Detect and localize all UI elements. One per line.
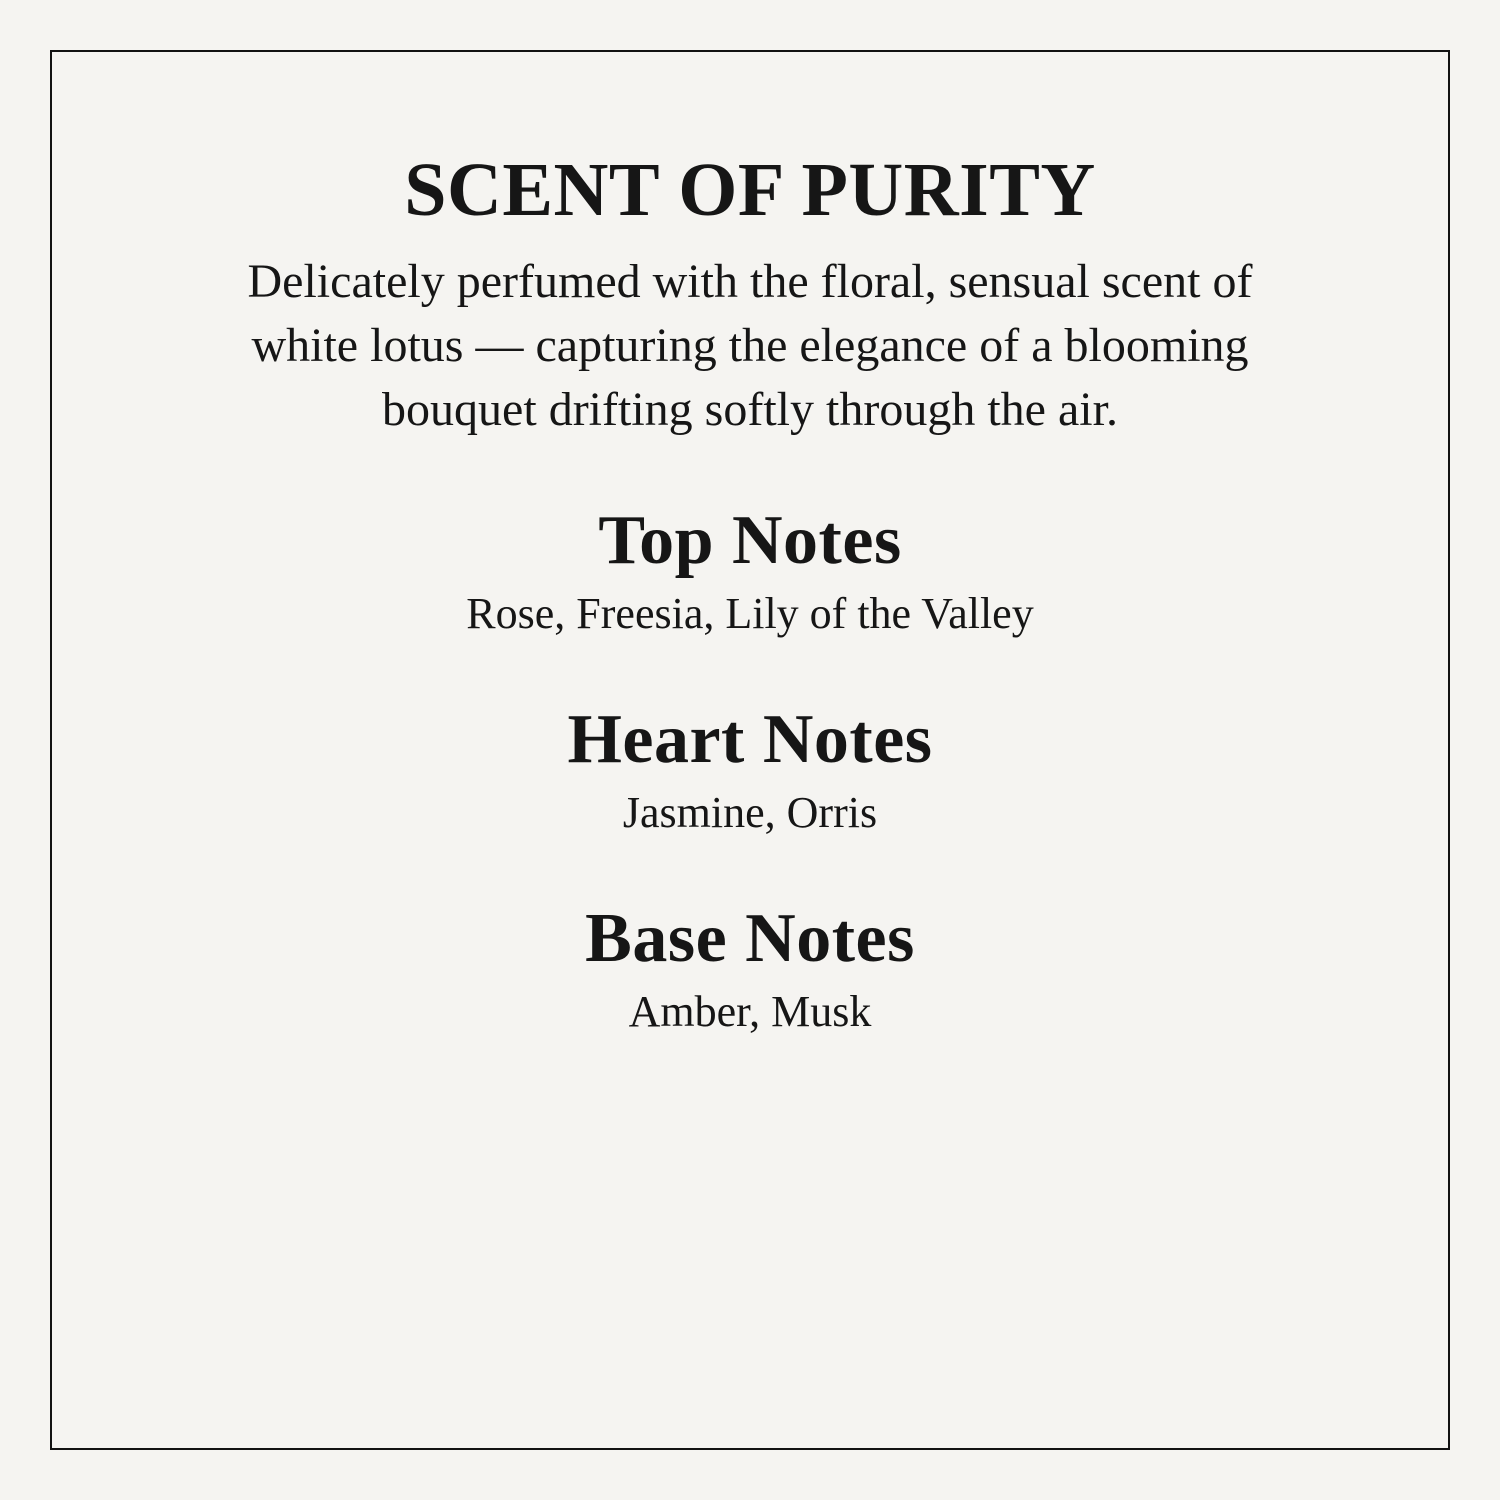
heart-notes-list: Jasmine, Orris [622,788,878,837]
notes-section-heart [52,701,1448,840]
top-notes-list: Rose, Freesia, Lily of the Valley [466,589,1034,638]
notes-section-base [52,900,1448,1039]
base-notes-list: Amber, Musk [628,987,872,1036]
product-description [52,250,1448,442]
description-line: bouquet drifting softly through the air. [382,383,1118,436]
notes-section-top [52,502,1448,641]
description-line: white lotus — capturing the elegance of a blooming [251,319,1249,372]
heart-notes-heading: Heart Notes [567,701,933,778]
top-notes-heading: Top Notes [598,502,902,579]
card-frame [50,50,1450,1450]
product-title: SCENT OF PURITY [404,148,1096,232]
base-notes-heading: Base Notes [585,900,915,977]
description-line: Delicately perfumed with the floral, sensual scent of [247,255,1253,308]
